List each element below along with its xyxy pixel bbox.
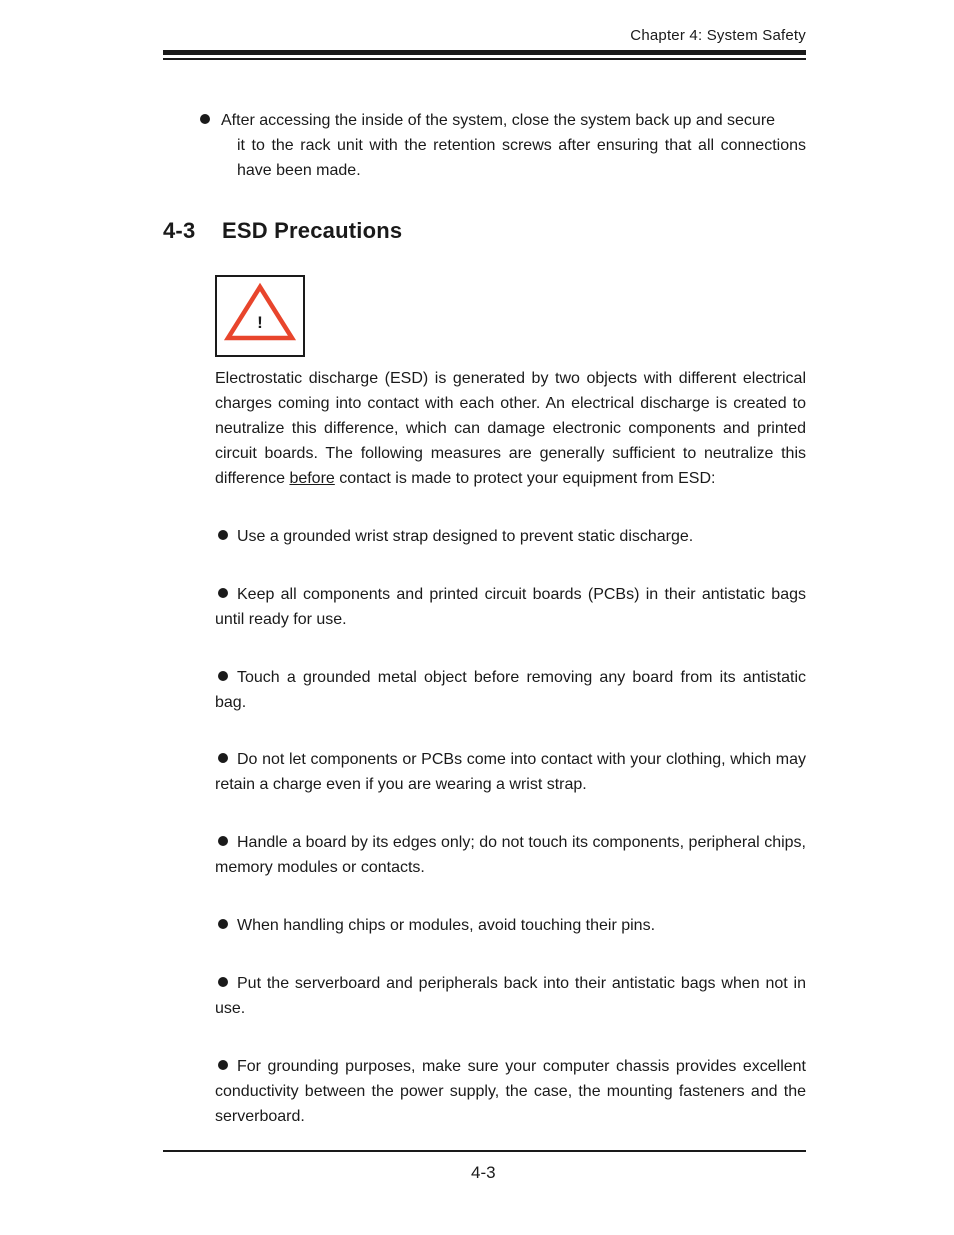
- bullet-dot: [218, 919, 228, 929]
- section-title: ESD Precautions: [222, 218, 403, 243]
- intro-paragraph: [215, 366, 806, 491]
- bullet-text: Use a grounded wrist strap designed to prevent static discharge.: [237, 528, 694, 545]
- warning-triangle-icon: [223, 281, 297, 347]
- bullet-dot: [218, 753, 228, 763]
- esd-bullet-5: [215, 830, 806, 880]
- bullet-dot: [218, 1060, 228, 1070]
- bullet-text: Put the serverboard and peripherals back into their antistatic bags when not in use.: [215, 975, 806, 1017]
- esd-bullet-2: [215, 582, 806, 632]
- bullet-text: Handle a board by its edges only; do not touch its components, peripheral chips, memory modules or contacts.: [215, 834, 806, 876]
- top-bullet-continuation: it to the rack unit with the retention screws after ensuring that all connections have been made.: [237, 137, 806, 179]
- bullet-text: For grounding purposes, make sure your computer chassis provides excellent conductivity between the power supply, the case, the mounting fasteners and the serverboard.: [215, 1058, 806, 1125]
- header-rule-thin: [163, 58, 806, 60]
- section-number: 4-3: [163, 218, 196, 243]
- esd-bullet-7: [215, 971, 806, 1021]
- top-bullet-item: [200, 108, 806, 183]
- top-bullet-first-line: After accessing the inside of the system, close the system back up and secure: [221, 112, 776, 129]
- page-number: 4-3: [471, 1163, 496, 1182]
- intro-text: Electrostatic discharge (ESD) is generated by two objects with different electrical charges coming into contact with each other. An electrical discharge is created to neutralize this difference, which can damage electronic components and printed circuit boards. The following measures are generally sufficient to neutralize this difference: [215, 370, 806, 487]
- esd-bullet-6: [215, 913, 806, 938]
- esd-bullet-8: [215, 1054, 806, 1129]
- bullet-text: Do not let components or PCBs come into contact with your clothing, which may retain a charge even if you are wearing a wrist strap.: [215, 751, 806, 793]
- warning-exclamation: !: [257, 313, 263, 332]
- bullet-dot: [218, 977, 228, 987]
- warning-box: [215, 275, 305, 357]
- bullet-dot: [200, 114, 210, 124]
- header-rule-thick: [163, 50, 806, 55]
- section-heading: [163, 218, 402, 244]
- esd-bullet-3: [215, 665, 806, 715]
- running-header: Chapter 4: System Safety: [630, 27, 806, 44]
- bullet-text: Keep all components and printed circuit boards (PCBs) in their antistatic bags until ready for use.: [215, 586, 806, 628]
- footer-rule: [163, 1150, 806, 1152]
- bullet-dot: [218, 530, 228, 540]
- esd-bullet-4: [215, 747, 806, 797]
- bullet-dot: [218, 836, 228, 846]
- bullet-text: When handling chips or modules, avoid touching their pins.: [237, 917, 656, 934]
- intro-underlined-word: before: [289, 470, 335, 487]
- esd-bullet-1: [215, 524, 806, 549]
- bullet-dot: [218, 588, 228, 598]
- bullet-text: Touch a grounded metal object before removing any board from its antistatic bag.: [215, 669, 806, 711]
- bullet-dot: [218, 671, 228, 681]
- intro-text-end: contact is made to protect your equipment from ESD:: [339, 470, 716, 487]
